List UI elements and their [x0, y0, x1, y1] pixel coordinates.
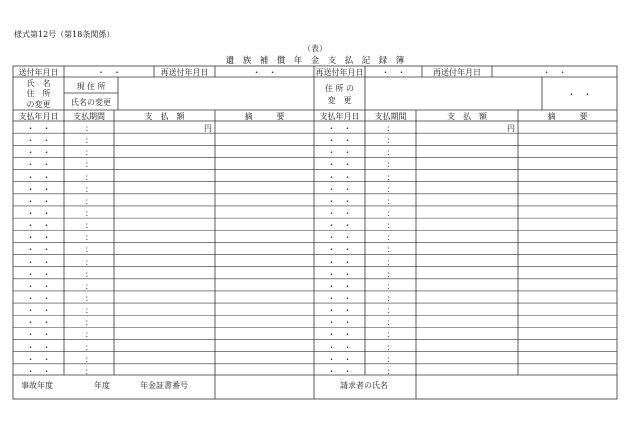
row-pay-period-left: ： — [85, 342, 93, 352]
row-pay-period-right: ： — [386, 172, 395, 182]
row-pay-date-right: ・ ・ — [327, 160, 352, 170]
row-pay-period-right: ： — [386, 330, 395, 340]
row-pay-period-right: ： — [386, 124, 395, 133]
row-pay-date-left: ・ ・ — [26, 184, 51, 194]
row-pay-date-right: ・ ・ — [327, 148, 352, 158]
yen-unit-left: 円 — [204, 124, 212, 133]
row-pay-date-left: ・ ・ — [26, 342, 51, 352]
row-pay-date-right: ・ ・ — [327, 366, 352, 376]
row-pay-period-right: ： — [386, 148, 395, 158]
send-date-label: 送付年月日 — [18, 68, 59, 77]
row-pay-date-left: ・ ・ — [26, 160, 51, 170]
row-pay-period-right: ： — [386, 354, 395, 364]
row-pay-date-right: ・ ・ — [327, 245, 352, 255]
resend-date-value-2: ・ ・ — [381, 68, 406, 77]
address-change-label-1: 住 所 の — [324, 84, 355, 93]
resend-date-value-3: ・ ・ — [542, 68, 567, 77]
resend-date-label-1: 再送付年月日 — [160, 68, 209, 77]
row-pay-date-right: ・ ・ — [327, 342, 352, 352]
row-pay-date-right: ・ ・ — [327, 257, 352, 267]
row-pay-date-left: ・ ・ — [26, 293, 51, 303]
row-pay-period-right: ： — [386, 233, 395, 243]
row-pay-date-right: ・ ・ — [327, 208, 352, 218]
row-pay-period-right: ： — [386, 208, 395, 218]
row-pay-period-left: ： — [85, 318, 93, 328]
row-pay-date-left: ・ ・ — [26, 306, 51, 316]
resend-date-value-1: ・ ・ — [252, 68, 277, 77]
row-pay-date-right: ・ ・ — [327, 221, 352, 231]
row-pay-period-left: ： — [85, 233, 93, 243]
yen-unit-right: 円 — [507, 124, 515, 133]
address-change-date: ・ ・ — [567, 90, 592, 99]
claimant-name-label: 請求者の氏名 — [340, 381, 388, 390]
row-pay-date-left: ・ ・ — [26, 221, 51, 231]
header-amount-left: 支 払 額 — [144, 112, 185, 121]
row-pay-date-right: ・ ・ — [327, 330, 352, 340]
row-pay-date-left: ・ ・ — [26, 366, 51, 376]
row-pay-period-left: ： — [85, 366, 93, 376]
row-pay-period-left: ： — [85, 257, 93, 267]
row-pay-period-right: ： — [386, 281, 395, 291]
row-pay-date-right: ・ ・ — [327, 306, 352, 316]
row-pay-date-right: ・ ・ — [327, 318, 352, 328]
cert-number-label: 年金証書番号 — [140, 381, 188, 390]
header-amount-right: 支 払 額 — [447, 112, 487, 121]
row-pay-period-left: ： — [85, 306, 93, 316]
row-pay-date-left: ・ ・ — [26, 172, 51, 182]
row-pay-period-left: ： — [85, 124, 93, 133]
row-pay-date-left: ・ ・ — [26, 208, 51, 218]
row-pay-date-right: ・ ・ — [327, 233, 352, 243]
resend-date-label-3: 再送付年月日 — [433, 68, 481, 77]
row-pay-date-right: ・ ・ — [327, 196, 352, 206]
row-pay-period-left: ： — [85, 136, 93, 146]
row-pay-date-left: ・ ・ — [26, 148, 51, 158]
row-pay-period-right: ： — [386, 184, 395, 194]
current-address-label: 現 住 所 — [76, 82, 106, 91]
name-address-change-label-3: の変更 — [26, 100, 51, 109]
row-pay-period-left: ： — [85, 245, 93, 255]
row-pay-date-right: ・ ・ — [327, 293, 352, 303]
row-pay-period-left: ： — [85, 172, 93, 182]
resend-date-label-2: 再送付年月日 — [315, 68, 364, 77]
header-pay-period-right: 支払期間 — [374, 112, 407, 121]
name-address-change-label-2: 住 所 — [26, 89, 51, 98]
address-change-label-2: 変 更 — [327, 96, 352, 105]
row-pay-date-right: ・ ・ — [327, 281, 352, 291]
header-pay-period-left: 支払期間 — [73, 112, 105, 121]
row-pay-date-left: ・ ・ — [26, 269, 51, 279]
year-label: 年度 — [94, 381, 110, 390]
form-id: 様式第12号（第18条関係） — [14, 30, 115, 39]
form-title: 遺 族 補 償 年 金 支 払 記 録 簿 — [225, 56, 405, 66]
row-pay-date-left: ・ ・ — [26, 257, 51, 267]
row-pay-date-left: ・ ・ — [26, 196, 51, 206]
row-pay-period-left: ： — [85, 184, 93, 194]
row-pay-period-left: ： — [85, 269, 93, 279]
name-change-label: 氏名の変更 — [71, 98, 111, 107]
send-date-value: ・ ・ — [97, 68, 121, 77]
row-pay-period-left: ： — [85, 281, 93, 291]
row-pay-period-right: ： — [386, 136, 395, 146]
row-pay-period-right: ： — [386, 257, 395, 267]
row-pay-date-left: ・ ・ — [26, 318, 51, 328]
row-pay-period-right: ： — [386, 196, 395, 206]
name-address-change-label-1: 氏 名 — [26, 79, 51, 88]
row-pay-date-left: ・ ・ — [26, 124, 51, 133]
row-pay-date-left: ・ ・ — [26, 281, 51, 291]
header-pay-date-left: 支払年月日 — [18, 112, 59, 121]
accident-year-label: 事故年度 — [21, 381, 53, 390]
row-pay-period-left: ： — [85, 293, 93, 303]
header-pay-date-right: 支払年月日 — [319, 112, 360, 121]
row-pay-date-left: ・ ・ — [26, 354, 51, 364]
row-pay-period-left: ： — [85, 160, 93, 170]
row-pay-period-right: ： — [386, 318, 395, 328]
row-pay-date-left: ・ ・ — [26, 136, 51, 146]
row-pay-date-right: ・ ・ — [327, 124, 352, 133]
row-pay-period-left: ： — [85, 208, 93, 218]
row-pay-period-right: ： — [386, 245, 395, 255]
row-pay-period-left: ： — [85, 330, 93, 340]
row-pay-date-right: ・ ・ — [327, 136, 352, 146]
row-pay-period-left: ： — [85, 354, 93, 364]
row-pay-period-right: ： — [386, 342, 395, 352]
row-pay-date-right: ・ ・ — [327, 184, 352, 194]
row-pay-period-left: ： — [85, 196, 93, 206]
row-pay-date-left: ・ ・ — [26, 233, 51, 243]
row-pay-date-left: ・ ・ — [26, 245, 51, 255]
row-pay-period-right: ： — [386, 221, 395, 231]
side-label: （表） — [303, 44, 327, 53]
row-pay-period-left: ： — [85, 148, 93, 158]
header-notes-right: 摘 要 — [547, 112, 588, 121]
row-pay-date-left: ・ ・ — [26, 330, 51, 340]
row-pay-date-right: ・ ・ — [327, 172, 352, 182]
row-pay-date-right: ・ ・ — [327, 354, 352, 364]
header-notes-left: 摘 要 — [244, 112, 285, 121]
row-pay-period-right: ： — [386, 293, 395, 303]
row-pay-date-right: ・ ・ — [327, 269, 352, 279]
row-pay-period-left: ： — [85, 221, 93, 231]
row-pay-period-right: ： — [386, 160, 395, 170]
row-pay-period-right: ： — [386, 366, 395, 376]
row-pay-period-right: ： — [386, 306, 395, 316]
row-pay-period-right: ： — [386, 269, 395, 279]
